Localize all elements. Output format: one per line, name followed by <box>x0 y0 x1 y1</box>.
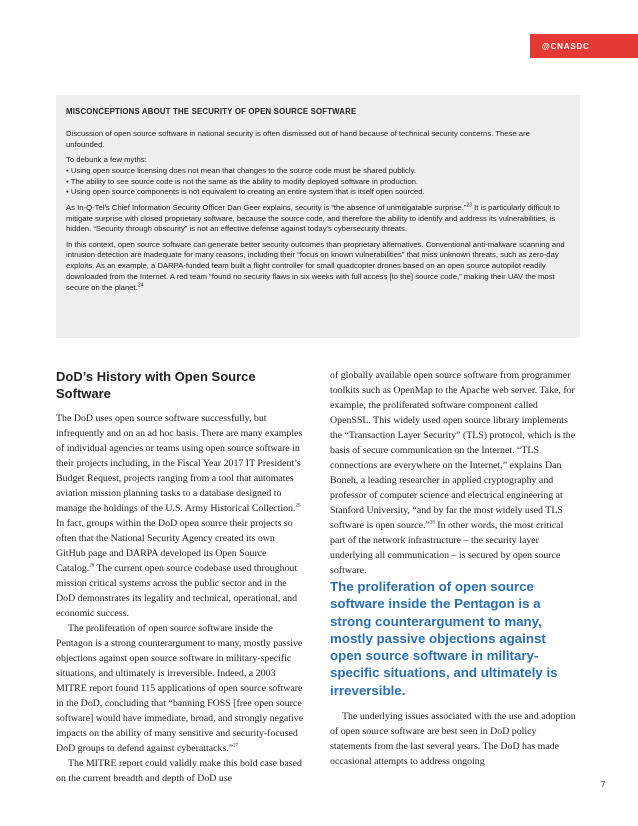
right-column-continued <box>330 709 580 769</box>
footnote-ref: 28 <box>429 520 435 526</box>
sidebar-paragraph-4 <box>66 240 570 294</box>
body-paragraph: The underlying issues associated with the use and adoption of open source software are best seen in DoD policy statements from the last several years. The DoD has made occasional attempts to address ongoing <box>330 711 576 767</box>
myth-item: • The ability to see source code is not the same as the ability to modify deployed software in production. <box>66 176 419 186</box>
body-text: of globally available open source software from programmer toolkits such as OpenMap to the Apache web server. Take, for example, the proliferated software component called OpenSSL. This widely used open source library implements the “Transaction Layer Security” (TLS) protocol, which is the basis of secure communication on the Internet. “TLS connections are everywhere on the Internet,” explains Dan Boneh, a leading researcher in applied cryptography and professor of computer science and electrical engineering at Stanford University, “and by far the most widely used TLS software is open source.” <box>330 370 576 531</box>
body-text: In other words, the most critical part of the network infrastructure – the security layer underlying all communication – is secured by open source software. <box>330 520 564 576</box>
sidebar-text: In this context, open source software can generate better security outcomes than proprietary alternatives. Conventional anti-malware scanning and intrusion detection are inadequate for many reasons, including their “focus on known vulnerabilities” that miss unknown threats, such as zero-day exploits. As an example, a DARPA-funded team built a flight controller for small quadcopter drones based on an open source autopilot readily downloaded from the Internet. A red team “found no security flaws in six weeks with full access [to the] source code,” making their UAV the most secure on the planet. <box>66 239 565 292</box>
left-column <box>56 368 306 786</box>
footnote-ref: 26 <box>89 563 95 569</box>
sidebar-paragraph-1: Discussion of open source software in national security is often dismissed out of hand because of technical security concerns. These are unfounded. <box>66 129 530 149</box>
body-paragraph: The MITRE report could validly make this bold case based on the current breadth and depth of DoD use <box>56 758 302 784</box>
body-paragraph <box>330 368 580 578</box>
section-heading: DoD’s History with Open Source Software <box>56 369 256 401</box>
sidebar-paragraph-2: To debunk a few myths: <box>66 155 147 165</box>
body-text: The DoD uses open source software successfully, but infrequently and on an ad hoc basis. There are many examples of individual agencies or teams using open source software in their projects including, in the Fiscal Year 2017 IT President’s Budget Request, projects ranging from a tool that automates aviation mission planning tasks to a database designed to manage the holdings of the U.S. Army Historical Collection. <box>56 413 303 514</box>
footnote-ref: 25 <box>295 503 301 509</box>
footnote-ref: 24 <box>137 282 144 289</box>
body-text: The current open source codebase used throughout mission critical systems across the public sector and in the DoD demonstrates its legality and technical, operational, and economic success. <box>56 563 298 619</box>
body-text: In fact, groups within the DoD open source their projects so often that the National Security Agency created its own GitHub page and DARPA developed its Open Source Catalog. <box>56 518 293 574</box>
sidebar-paragraph-3 <box>66 203 570 235</box>
body-paragraph <box>56 411 306 621</box>
page-number: 7 <box>601 780 606 789</box>
myth-item: • Using open source components is not equivalent to creating an entire system that is itself open sourced. <box>66 187 425 197</box>
cnasdc-tag: @CNASDC <box>530 34 638 58</box>
footnote-ref: 23 <box>466 202 472 209</box>
sidebar-text: As In-Q-Tel's Chief Information Security Officer Dan Geer explains, security is “the absence of unmitigatable surprise.” <box>66 202 467 212</box>
sidebar-title: MISCONCEPTIONS ABOUT THE SECURITY OF OPEN SOURCE SOFTWARE <box>66 107 357 116</box>
body-text: The proliferation of open source software inside the Pentagon is a strong counterargument to many, mostly passive objections against open source software in military-specific situations, and ultimately is irreversible. Indeed, a 2003 MITRE report found 115 applications of open source software in the DoD, concluding that “banning FOSS [free open source software] would have immediate, broad, and strongly negative impacts on the ability of many sensitive and security-focused DoD groups to defend against cyberattacks.” <box>56 623 304 754</box>
pull-quote: The proliferation of open source software inside the Pentagon is a strong counterargument to many, mostly passive objections against open source software in military-specific situations, and ultimately is irreversible. <box>330 579 558 698</box>
sidebar-text: It is particularly difficult to mitigate surprise with closed proprietary software, because the source code, and therefore the ability to identify and address its vulnerabilities, is hidden. “Security through obscurity” is not an effective defense against today's cybersecurity threats. <box>66 202 560 234</box>
myth-list <box>66 166 570 198</box>
right-column <box>330 368 580 578</box>
body-paragraph <box>56 621 306 756</box>
sidebar-box <box>56 95 580 338</box>
footnote-ref: 27 <box>233 743 239 749</box>
myth-item: • Using open source licensing does not mean that changes to the source code must be shared publicly. <box>66 165 416 175</box>
